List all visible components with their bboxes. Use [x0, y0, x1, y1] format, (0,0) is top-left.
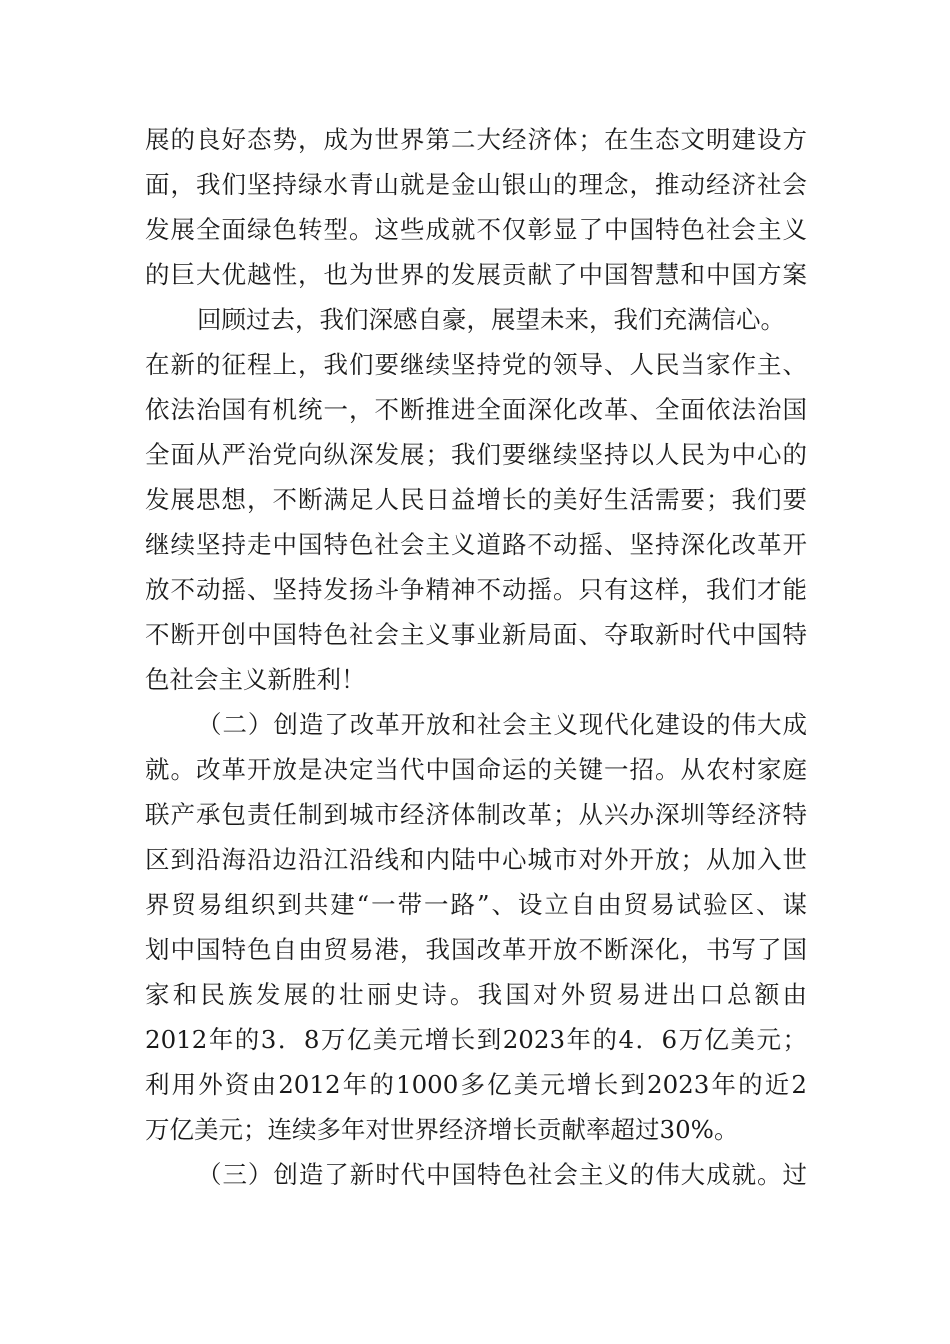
text-line: 全面从严治党向纵深发展；我们要继续坚持以人民为中心的	[145, 440, 807, 469]
text-line: 联产承包责任制到城市经济体制改革；从兴办深圳等经济特	[145, 800, 807, 829]
text-line: 2012年的3．8万亿美元增长到2023年的4．6万亿美元；	[145, 1025, 807, 1054]
text-line: 色社会主义新胜利！	[145, 665, 366, 694]
text-line: 放不动摇、坚持发扬斗争精神不动摇。只有这样，我们才能	[145, 575, 807, 604]
text-line: 区到沿海沿边沿江沿线和内陆中心城市对外开放；从加入世	[145, 845, 807, 874]
section-heading-line: （二）创造了改革开放和社会主义现代化建设的伟大成	[197, 710, 807, 739]
paragraph-first-line: 回顾过去，我们深感自豪，展望未来，我们充满信心。	[197, 305, 785, 334]
text-line: 依法治国有机统一，不断推进全面深化改革、全面依法治国	[145, 395, 807, 424]
text-line: 万亿美元；连续多年对世界经济增长贡献率超过30%。	[145, 1115, 739, 1144]
text-line: 利用外资由2012年的1000多亿美元增长到2023年的近2	[145, 1070, 807, 1099]
text-line: 继续坚持走中国特色社会主义道路不动摇、坚持深化改革开	[145, 530, 807, 559]
text-line: 就。改革开放是决定当代中国命运的关键一招。从农村家庭	[145, 755, 807, 784]
text-line: 在新的征程上，我们要继续坚持党的领导、人民当家作主、	[145, 350, 807, 379]
text-line: 展的良好态势，成为世界第二大经济体；在生态文明建设方	[145, 125, 807, 154]
text-line: 界贸易组织到共建“一带一路”、设立自由贸易试验区、谋	[145, 890, 807, 919]
text-line: 划中国特色自由贸易港，我国改革开放不断深化，书写了国	[145, 935, 807, 964]
section-heading-line: （三）创造了新时代中国特色社会主义的伟大成就。过	[197, 1160, 807, 1189]
text-line: 面，我们坚持绿水青山就是金山银山的理念，推动经济社会	[145, 170, 807, 199]
text-line: 发展全面绿色转型。这些成就不仅彰显了中国特色社会主义	[145, 215, 807, 244]
text-line: 的巨大优越性，也为世界的发展贡献了中国智慧和中国方案	[145, 260, 807, 289]
text-line: 不断开创中国特色社会主义事业新局面、夺取新时代中国特	[145, 620, 807, 649]
text-line: 家和民族发展的壮丽史诗。我国对外贸易进出口总额由	[145, 980, 807, 1009]
text-line: 发展思想，不断满足人民日益增长的美好生活需要；我们要	[145, 485, 807, 514]
